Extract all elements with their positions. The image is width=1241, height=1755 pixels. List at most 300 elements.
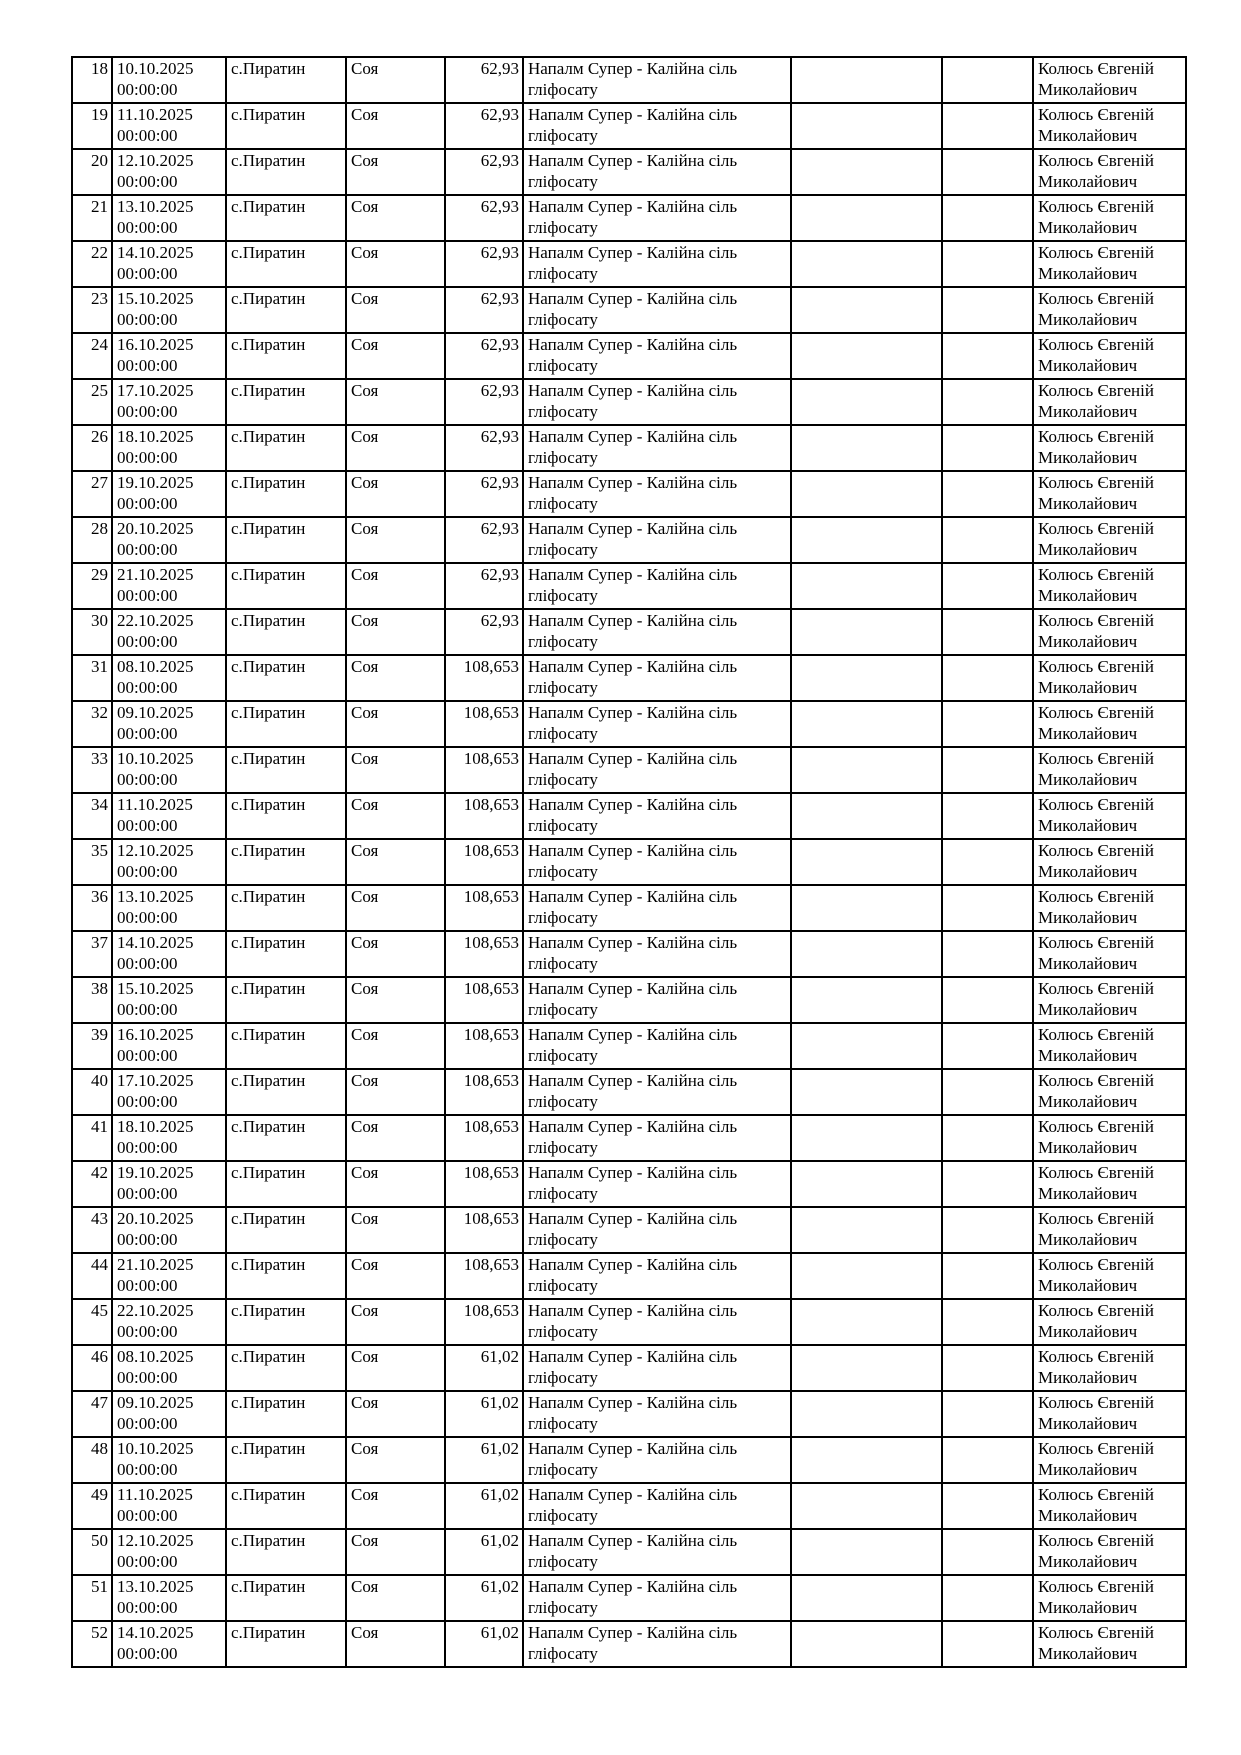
cell-crop: Соя: [346, 1483, 445, 1529]
cell-settlement: с.Пиратин: [226, 379, 346, 425]
cell-empty-2: [942, 1299, 1033, 1345]
table-row: [72, 287, 1186, 333]
cell-product: Напалм Супер - Калійна сіль гліфосату: [523, 195, 791, 241]
cell-datetime: 11.10.2025 00:00:00: [112, 103, 226, 149]
cell-product: Напалм Супер - Калійна сіль гліфосату: [523, 793, 791, 839]
cell-responsible-person: Колюсь Євгеній Миколайович: [1033, 241, 1186, 287]
cell-quantity: 108,653: [445, 793, 523, 839]
cell-crop: Соя: [346, 1069, 445, 1115]
cell-quantity: 108,653: [445, 701, 523, 747]
cell-empty-2: [942, 57, 1033, 103]
cell-responsible-person: Колюсь Євгеній Миколайович: [1033, 655, 1186, 701]
cell-quantity: 62,93: [445, 195, 523, 241]
cell-row-number: 41: [72, 1115, 112, 1161]
cell-crop: Соя: [346, 1115, 445, 1161]
cell-empty-1: [791, 149, 942, 195]
cell-empty-1: [791, 517, 942, 563]
table-row: [72, 1529, 1186, 1575]
cell-empty-1: [791, 885, 942, 931]
cell-row-number: 51: [72, 1575, 112, 1621]
cell-row-number: 44: [72, 1253, 112, 1299]
cell-empty-1: [791, 1161, 942, 1207]
cell-product: Напалм Супер - Калійна сіль гліфосату: [523, 471, 791, 517]
cell-product: Напалм Супер - Калійна сіль гліфосату: [523, 1207, 791, 1253]
cell-responsible-person: Колюсь Євгеній Миколайович: [1033, 149, 1186, 195]
cell-responsible-person: Колюсь Євгеній Миколайович: [1033, 1253, 1186, 1299]
cell-responsible-person: Колюсь Євгеній Миколайович: [1033, 195, 1186, 241]
cell-datetime: 10.10.2025 00:00:00: [112, 747, 226, 793]
table-row: [72, 379, 1186, 425]
cell-crop: Соя: [346, 149, 445, 195]
cell-product: Напалм Супер - Калійна сіль гліфосату: [523, 1253, 791, 1299]
cell-quantity: 62,93: [445, 379, 523, 425]
cell-empty-1: [791, 701, 942, 747]
cell-product: Напалм Супер - Калійна сіль гліфосату: [523, 1069, 791, 1115]
cell-row-number: 38: [72, 977, 112, 1023]
cell-row-number: 30: [72, 609, 112, 655]
cell-responsible-person: Колюсь Євгеній Миколайович: [1033, 977, 1186, 1023]
cell-datetime: 11.10.2025 00:00:00: [112, 1483, 226, 1529]
table-row: [72, 1575, 1186, 1621]
cell-empty-2: [942, 103, 1033, 149]
cell-responsible-person: Колюсь Євгеній Миколайович: [1033, 931, 1186, 977]
cell-responsible-person: Колюсь Євгеній Миколайович: [1033, 1299, 1186, 1345]
cell-responsible-person: Колюсь Євгеній Миколайович: [1033, 793, 1186, 839]
cell-responsible-person: Колюсь Євгеній Миколайович: [1033, 1023, 1186, 1069]
cell-empty-2: [942, 1345, 1033, 1391]
cell-quantity: 108,653: [445, 1253, 523, 1299]
cell-empty-2: [942, 1253, 1033, 1299]
cell-empty-2: [942, 1069, 1033, 1115]
cell-row-number: 19: [72, 103, 112, 149]
cell-quantity: 61,02: [445, 1437, 523, 1483]
cell-datetime: 12.10.2025 00:00:00: [112, 839, 226, 885]
cell-empty-2: [942, 149, 1033, 195]
cell-product: Напалм Супер - Калійна сіль гліфосату: [523, 609, 791, 655]
cell-empty-2: [942, 977, 1033, 1023]
cell-crop: Соя: [346, 885, 445, 931]
cell-datetime: 20.10.2025 00:00:00: [112, 517, 226, 563]
cell-settlement: с.Пиратин: [226, 655, 346, 701]
cell-quantity: 108,653: [445, 931, 523, 977]
cell-settlement: с.Пиратин: [226, 1207, 346, 1253]
cell-datetime: 15.10.2025 00:00:00: [112, 977, 226, 1023]
cell-responsible-person: Колюсь Євгеній Миколайович: [1033, 333, 1186, 379]
cell-row-number: 22: [72, 241, 112, 287]
cell-settlement: с.Пиратин: [226, 931, 346, 977]
cell-settlement: с.Пиратин: [226, 287, 346, 333]
table-row: [72, 1483, 1186, 1529]
cell-responsible-person: Колюсь Євгеній Миколайович: [1033, 747, 1186, 793]
cell-datetime: 13.10.2025 00:00:00: [112, 885, 226, 931]
cell-crop: Соя: [346, 57, 445, 103]
cell-empty-2: [942, 931, 1033, 977]
cell-settlement: с.Пиратин: [226, 839, 346, 885]
cell-crop: Соя: [346, 1529, 445, 1575]
cell-settlement: с.Пиратин: [226, 1299, 346, 1345]
records-table: [71, 56, 1187, 1668]
cell-empty-1: [791, 1575, 942, 1621]
cell-empty-1: [791, 1299, 942, 1345]
cell-quantity: 108,653: [445, 655, 523, 701]
cell-empty-1: [791, 333, 942, 379]
table-row: [72, 1023, 1186, 1069]
cell-empty-2: [942, 471, 1033, 517]
cell-empty-2: [942, 425, 1033, 471]
cell-quantity: 108,653: [445, 885, 523, 931]
cell-quantity: 61,02: [445, 1529, 523, 1575]
cell-row-number: 40: [72, 1069, 112, 1115]
cell-crop: Соя: [346, 977, 445, 1023]
cell-quantity: 62,93: [445, 103, 523, 149]
cell-responsible-person: Колюсь Євгеній Миколайович: [1033, 471, 1186, 517]
cell-settlement: с.Пиратин: [226, 1069, 346, 1115]
cell-datetime: 22.10.2025 00:00:00: [112, 609, 226, 655]
cell-settlement: с.Пиратин: [226, 793, 346, 839]
cell-crop: Соя: [346, 931, 445, 977]
table-row: [72, 1207, 1186, 1253]
cell-quantity: 61,02: [445, 1391, 523, 1437]
cell-product: Напалм Супер - Калійна сіль гліфосату: [523, 655, 791, 701]
cell-quantity: 108,653: [445, 747, 523, 793]
cell-product: Напалм Супер - Калійна сіль гліфосату: [523, 149, 791, 195]
cell-crop: Соя: [346, 747, 445, 793]
cell-crop: Соя: [346, 471, 445, 517]
cell-empty-2: [942, 747, 1033, 793]
cell-quantity: 62,93: [445, 57, 523, 103]
cell-datetime: 12.10.2025 00:00:00: [112, 149, 226, 195]
cell-crop: Соя: [346, 793, 445, 839]
cell-settlement: с.Пиратин: [226, 563, 346, 609]
cell-row-number: 39: [72, 1023, 112, 1069]
table-row: [72, 471, 1186, 517]
cell-datetime: 21.10.2025 00:00:00: [112, 1253, 226, 1299]
table-row: [72, 1161, 1186, 1207]
cell-datetime: 16.10.2025 00:00:00: [112, 333, 226, 379]
cell-quantity: 62,93: [445, 425, 523, 471]
table-row: [72, 701, 1186, 747]
cell-empty-2: [942, 1391, 1033, 1437]
cell-responsible-person: Колюсь Євгеній Миколайович: [1033, 885, 1186, 931]
cell-datetime: 14.10.2025 00:00:00: [112, 931, 226, 977]
cell-responsible-person: Колюсь Євгеній Миколайович: [1033, 1391, 1186, 1437]
table-row: [72, 57, 1186, 103]
cell-quantity: 108,653: [445, 1115, 523, 1161]
cell-settlement: с.Пиратин: [226, 747, 346, 793]
cell-crop: Соя: [346, 701, 445, 747]
cell-empty-2: [942, 839, 1033, 885]
cell-quantity: 108,653: [445, 1207, 523, 1253]
cell-crop: Соя: [346, 655, 445, 701]
cell-settlement: с.Пиратин: [226, 241, 346, 287]
table-row: [72, 149, 1186, 195]
cell-row-number: 34: [72, 793, 112, 839]
cell-row-number: 29: [72, 563, 112, 609]
cell-settlement: с.Пиратин: [226, 1621, 346, 1667]
cell-datetime: 14.10.2025 00:00:00: [112, 241, 226, 287]
cell-product: Напалм Супер - Калійна сіль гліфосату: [523, 1575, 791, 1621]
table-row: [72, 793, 1186, 839]
cell-quantity: 108,653: [445, 977, 523, 1023]
cell-settlement: с.Пиратин: [226, 1529, 346, 1575]
cell-crop: Соя: [346, 195, 445, 241]
cell-datetime: 21.10.2025 00:00:00: [112, 563, 226, 609]
cell-settlement: с.Пиратин: [226, 195, 346, 241]
cell-responsible-person: Колюсь Євгеній Миколайович: [1033, 609, 1186, 655]
cell-row-number: 25: [72, 379, 112, 425]
cell-empty-1: [791, 655, 942, 701]
cell-empty-2: [942, 885, 1033, 931]
cell-settlement: с.Пиратин: [226, 57, 346, 103]
cell-quantity: 108,653: [445, 1161, 523, 1207]
cell-responsible-person: Колюсь Євгеній Миколайович: [1033, 1575, 1186, 1621]
cell-settlement: с.Пиратин: [226, 977, 346, 1023]
cell-settlement: с.Пиратин: [226, 1115, 346, 1161]
cell-settlement: с.Пиратин: [226, 103, 346, 149]
cell-empty-1: [791, 1345, 942, 1391]
cell-empty-2: [942, 1023, 1033, 1069]
cell-responsible-person: Колюсь Євгеній Миколайович: [1033, 1437, 1186, 1483]
table-row: [72, 1299, 1186, 1345]
cell-row-number: 48: [72, 1437, 112, 1483]
cell-empty-2: [942, 1529, 1033, 1575]
cell-row-number: 35: [72, 839, 112, 885]
cell-settlement: с.Пиратин: [226, 333, 346, 379]
cell-datetime: 11.10.2025 00:00:00: [112, 793, 226, 839]
table-row: [72, 103, 1186, 149]
cell-row-number: 45: [72, 1299, 112, 1345]
cell-empty-1: [791, 471, 942, 517]
cell-empty-1: [791, 977, 942, 1023]
cell-product: Напалм Супер - Калійна сіль гліфосату: [523, 1437, 791, 1483]
cell-product: Напалм Супер - Калійна сіль гліфосату: [523, 1161, 791, 1207]
cell-datetime: 13.10.2025 00:00:00: [112, 1575, 226, 1621]
cell-row-number: 36: [72, 885, 112, 931]
cell-datetime: 13.10.2025 00:00:00: [112, 195, 226, 241]
cell-datetime: 10.10.2025 00:00:00: [112, 1437, 226, 1483]
cell-datetime: 09.10.2025 00:00:00: [112, 1391, 226, 1437]
cell-crop: Соя: [346, 1391, 445, 1437]
table-row: [72, 517, 1186, 563]
cell-responsible-person: Колюсь Євгеній Миколайович: [1033, 563, 1186, 609]
cell-crop: Соя: [346, 839, 445, 885]
cell-empty-2: [942, 287, 1033, 333]
cell-empty-2: [942, 1161, 1033, 1207]
cell-settlement: с.Пиратин: [226, 609, 346, 655]
cell-row-number: 20: [72, 149, 112, 195]
cell-responsible-person: Колюсь Євгеній Миколайович: [1033, 57, 1186, 103]
cell-empty-2: [942, 701, 1033, 747]
cell-quantity: 108,653: [445, 839, 523, 885]
table-row: [72, 747, 1186, 793]
cell-row-number: 21: [72, 195, 112, 241]
table-row: [72, 1069, 1186, 1115]
cell-empty-1: [791, 1115, 942, 1161]
cell-product: Напалм Супер - Калійна сіль гліфосату: [523, 977, 791, 1023]
cell-empty-2: [942, 655, 1033, 701]
cell-empty-2: [942, 1115, 1033, 1161]
table-row: [72, 885, 1186, 931]
cell-datetime: 17.10.2025 00:00:00: [112, 1069, 226, 1115]
cell-settlement: с.Пиратин: [226, 149, 346, 195]
cell-empty-1: [791, 57, 942, 103]
cell-quantity: 62,93: [445, 563, 523, 609]
cell-datetime: 08.10.2025 00:00:00: [112, 1345, 226, 1391]
cell-product: Напалм Супер - Калійна сіль гліфосату: [523, 103, 791, 149]
cell-crop: Соя: [346, 609, 445, 655]
cell-empty-1: [791, 1069, 942, 1115]
cell-row-number: 52: [72, 1621, 112, 1667]
cell-settlement: с.Пиратин: [226, 1575, 346, 1621]
cell-quantity: 108,653: [445, 1069, 523, 1115]
cell-settlement: с.Пиратин: [226, 471, 346, 517]
cell-crop: Соя: [346, 1253, 445, 1299]
cell-responsible-person: Колюсь Євгеній Миколайович: [1033, 1483, 1186, 1529]
cell-product: Напалм Супер - Калійна сіль гліфосату: [523, 1023, 791, 1069]
cell-empty-1: [791, 1529, 942, 1575]
table-row: [72, 425, 1186, 471]
table-row: [72, 977, 1186, 1023]
cell-empty-1: [791, 793, 942, 839]
cell-empty-1: [791, 1391, 942, 1437]
table-row: [72, 1253, 1186, 1299]
table-row: [72, 1621, 1186, 1667]
cell-datetime: 19.10.2025 00:00:00: [112, 471, 226, 517]
cell-empty-2: [942, 379, 1033, 425]
cell-crop: Соя: [346, 1621, 445, 1667]
cell-empty-1: [791, 1483, 942, 1529]
cell-datetime: 18.10.2025 00:00:00: [112, 1115, 226, 1161]
cell-responsible-person: Колюсь Євгеній Миколайович: [1033, 1621, 1186, 1667]
cell-responsible-person: Колюсь Євгеній Миколайович: [1033, 839, 1186, 885]
cell-empty-1: [791, 1023, 942, 1069]
cell-quantity: 61,02: [445, 1621, 523, 1667]
table-row: [72, 609, 1186, 655]
table-row: [72, 1437, 1186, 1483]
cell-datetime: 17.10.2025 00:00:00: [112, 379, 226, 425]
cell-empty-1: [791, 103, 942, 149]
cell-empty-2: [942, 1621, 1033, 1667]
cell-crop: Соя: [346, 1023, 445, 1069]
cell-product: Напалм Супер - Калійна сіль гліфосату: [523, 931, 791, 977]
cell-quantity: 62,93: [445, 471, 523, 517]
cell-datetime: 10.10.2025 00:00:00: [112, 57, 226, 103]
cell-datetime: 09.10.2025 00:00:00: [112, 701, 226, 747]
cell-empty-2: [942, 793, 1033, 839]
cell-quantity: 62,93: [445, 517, 523, 563]
cell-empty-2: [942, 563, 1033, 609]
cell-product: Напалм Супер - Калійна сіль гліфосату: [523, 425, 791, 471]
cell-responsible-person: Колюсь Євгеній Миколайович: [1033, 1161, 1186, 1207]
cell-responsible-person: Колюсь Євгеній Миколайович: [1033, 701, 1186, 747]
cell-product: Напалм Супер - Калійна сіль гліфосату: [523, 885, 791, 931]
cell-datetime: 14.10.2025 00:00:00: [112, 1621, 226, 1667]
cell-crop: Соя: [346, 287, 445, 333]
cell-product: Напалм Супер - Калійна сіль гліфосату: [523, 57, 791, 103]
cell-datetime: 22.10.2025 00:00:00: [112, 1299, 226, 1345]
cell-crop: Соя: [346, 1575, 445, 1621]
cell-row-number: 49: [72, 1483, 112, 1529]
cell-product: Напалм Супер - Калійна сіль гліфосату: [523, 1391, 791, 1437]
cell-empty-2: [942, 1437, 1033, 1483]
cell-responsible-person: Колюсь Євгеній Миколайович: [1033, 1345, 1186, 1391]
cell-product: Напалм Супер - Калійна сіль гліфосату: [523, 1345, 791, 1391]
cell-crop: Соя: [346, 333, 445, 379]
cell-row-number: 43: [72, 1207, 112, 1253]
cell-responsible-person: Колюсь Євгеній Миколайович: [1033, 425, 1186, 471]
cell-crop: Соя: [346, 1299, 445, 1345]
cell-quantity: 61,02: [445, 1575, 523, 1621]
cell-crop: Соя: [346, 241, 445, 287]
table-row: [72, 563, 1186, 609]
cell-datetime: 16.10.2025 00:00:00: [112, 1023, 226, 1069]
cell-quantity: 62,93: [445, 241, 523, 287]
cell-datetime: 19.10.2025 00:00:00: [112, 1161, 226, 1207]
cell-responsible-person: Колюсь Євгеній Миколайович: [1033, 1115, 1186, 1161]
cell-empty-1: [791, 839, 942, 885]
cell-responsible-person: Колюсь Євгеній Миколайович: [1033, 103, 1186, 149]
cell-responsible-person: Колюсь Євгеній Миколайович: [1033, 517, 1186, 563]
cell-empty-1: [791, 1437, 942, 1483]
cell-settlement: с.Пиратин: [226, 701, 346, 747]
cell-empty-1: [791, 747, 942, 793]
cell-product: Напалм Супер - Калійна сіль гліфосату: [523, 747, 791, 793]
cell-row-number: 32: [72, 701, 112, 747]
cell-row-number: 24: [72, 333, 112, 379]
cell-row-number: 46: [72, 1345, 112, 1391]
cell-quantity: 61,02: [445, 1345, 523, 1391]
cell-row-number: 37: [72, 931, 112, 977]
table-row: [72, 1391, 1186, 1437]
cell-row-number: 26: [72, 425, 112, 471]
cell-product: Напалм Супер - Калійна сіль гліфосату: [523, 1115, 791, 1161]
cell-product: Напалм Супер - Калійна сіль гліфосату: [523, 333, 791, 379]
cell-settlement: с.Пиратин: [226, 1253, 346, 1299]
cell-crop: Соя: [346, 563, 445, 609]
table-row: [72, 655, 1186, 701]
cell-row-number: 28: [72, 517, 112, 563]
cell-empty-1: [791, 425, 942, 471]
table-row: [72, 839, 1186, 885]
cell-quantity: 62,93: [445, 287, 523, 333]
cell-empty-1: [791, 563, 942, 609]
table-row: [72, 241, 1186, 287]
cell-settlement: с.Пиратин: [226, 1023, 346, 1069]
cell-product: Напалм Супер - Калійна сіль гліфосату: [523, 287, 791, 333]
cell-quantity: 62,93: [445, 333, 523, 379]
table-row: [72, 1115, 1186, 1161]
cell-product: Напалм Супер - Калійна сіль гліфосату: [523, 1299, 791, 1345]
cell-product: Напалм Супер - Калійна сіль гліфосату: [523, 563, 791, 609]
cell-responsible-person: Колюсь Євгеній Миколайович: [1033, 1529, 1186, 1575]
cell-product: Напалм Супер - Калійна сіль гліфосату: [523, 241, 791, 287]
cell-crop: Соя: [346, 517, 445, 563]
cell-row-number: 23: [72, 287, 112, 333]
cell-empty-2: [942, 1575, 1033, 1621]
cell-quantity: 62,93: [445, 609, 523, 655]
cell-empty-2: [942, 241, 1033, 287]
cell-settlement: с.Пиратин: [226, 1161, 346, 1207]
cell-empty-1: [791, 1621, 942, 1667]
cell-empty-1: [791, 931, 942, 977]
cell-settlement: с.Пиратин: [226, 1483, 346, 1529]
cell-responsible-person: Колюсь Євгеній Миколайович: [1033, 1069, 1186, 1115]
cell-settlement: с.Пиратин: [226, 885, 346, 931]
cell-row-number: 31: [72, 655, 112, 701]
cell-datetime: 08.10.2025 00:00:00: [112, 655, 226, 701]
cell-row-number: 18: [72, 57, 112, 103]
cell-datetime: 15.10.2025 00:00:00: [112, 287, 226, 333]
